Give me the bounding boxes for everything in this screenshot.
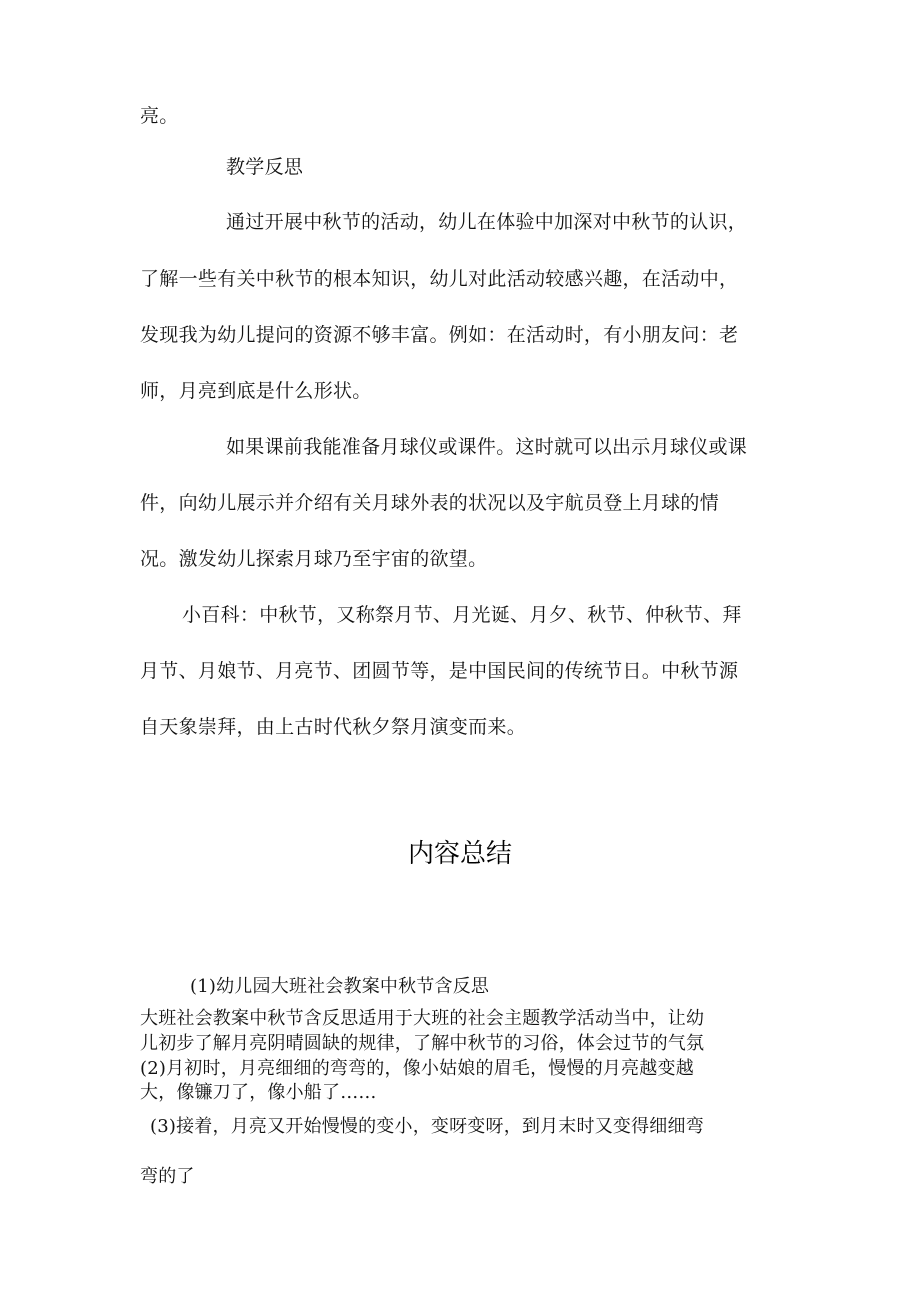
body-line: 况。激发幼儿探索月球乃至宇宙的欲望。 [140, 548, 488, 570]
summary-line: (3)接着，月亮又开始慢慢的变小，变呀变呀，到月末时又变得细细弯 [150, 1116, 704, 1137]
encyclopedia-line: 自天象崇拜，由上古时代秋夕祭月演变而来。 [140, 716, 527, 738]
body-line: 如果课前我能准备月球仪或课件。这时就可以出示月球仪或课 [226, 436, 748, 458]
body-line: 师，月亮到底是什么形状。 [140, 380, 372, 402]
summary-line: 大，像镰刀了，像小船了…… [140, 1082, 377, 1103]
body-line: 了解一些有关中秋节的根本知识，幼儿对此活动较感兴趣，在活动中， [140, 268, 739, 290]
summary-line: 弯的了 [140, 1166, 195, 1187]
encyclopedia-line: 月节、月娘节、月亮节、团圆节等，是中国民间的传统节日。中秋节源 [140, 660, 739, 682]
summary-line: (1)幼儿园大班社会教案中秋节含反思 [190, 976, 490, 997]
encyclopedia-line: 小百科：中秋节，又称祭月节、月光诞、月夕、秋节、仲秋节、拜 [182, 604, 742, 626]
summary-line: 大班社会教案中秋节含反思适用于大班的社会主题教学活动当中，让幼 [140, 1008, 705, 1029]
summary-title: 内容总结 [407, 839, 512, 869]
body-line: 发现我为幼儿提问的资源不够丰富。例如：在活动时，有小朋友问：老 [140, 324, 739, 346]
body-line: 通过开展中秋节的活动，幼儿在体验中加深对中秋节的认识， [226, 211, 748, 233]
body-line: 亮。 [140, 105, 179, 127]
body-line: 件，向幼儿展示并介绍有关月球外表的状况以及宇航员登上月球的情 [140, 492, 720, 514]
summary-line: (2)月初时，月亮细细的弯弯的，像小姑娘的眉毛，慢慢的月亮越变越 [140, 1058, 694, 1079]
section-heading-reflection: 教学反思 [226, 156, 304, 178]
summary-line: 儿初步了解月亮阴晴圆缺的规律，了解中秋节的习俗，体会过节的气氛 [140, 1033, 705, 1054]
